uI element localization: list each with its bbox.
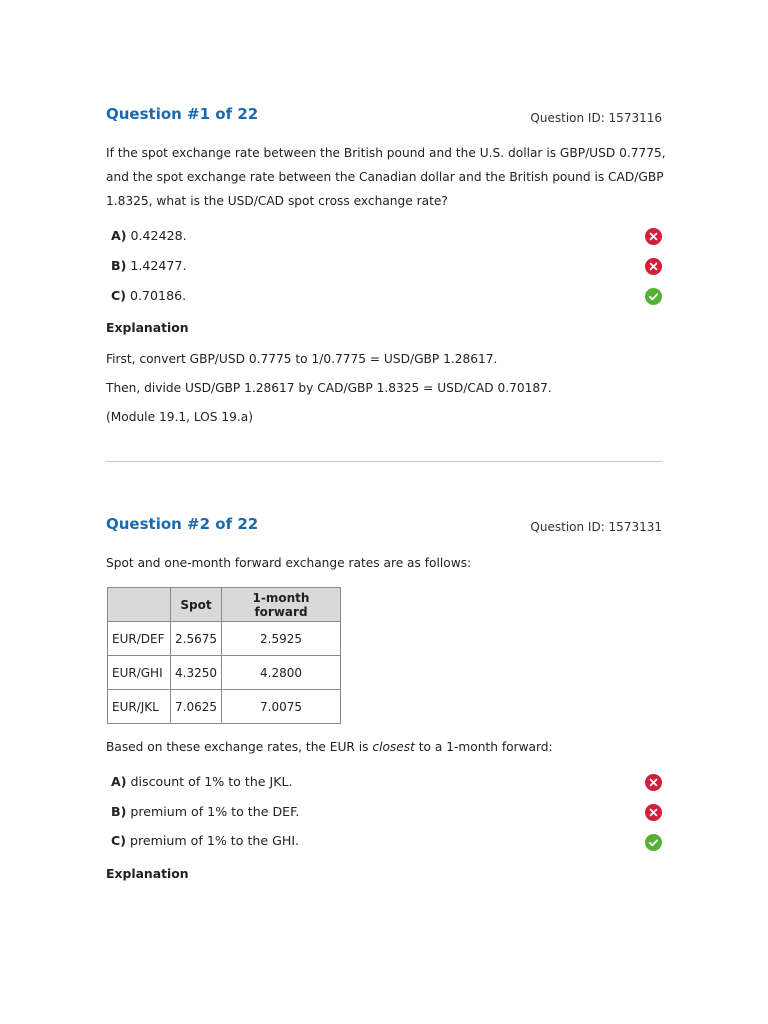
- question-1-option-a[interactable]: [111, 228, 187, 243]
- option-text: 0.70186.: [130, 288, 187, 303]
- question-1-explanation-title: Explanation: [106, 320, 189, 335]
- explanation-line: Then, divide USD/GBP 1.28617 by CAD/GBP 1.8325 = USD/CAD 0.70187.: [106, 381, 552, 395]
- table-cell: 2.5925: [222, 622, 341, 656]
- table-cell: EUR/JKL: [108, 690, 171, 724]
- stem-line: If the spot exchange rate between the British pound and the U.S. dollar is GBP/USD 0.7775,: [106, 146, 666, 160]
- option-text: 1.42477.: [130, 258, 187, 273]
- table-cell: 2.5675: [171, 622, 222, 656]
- option-letter: C): [111, 833, 126, 848]
- option-text: premium of 1% to the DEF.: [130, 804, 300, 819]
- table-cell: EUR/GHI: [108, 656, 171, 690]
- table-cell: EUR/DEF: [108, 622, 171, 656]
- question-2-id: Question ID: 1573131: [530, 520, 662, 534]
- wrong-icon: [645, 258, 662, 275]
- question-2-explanation-title: Explanation: [106, 866, 189, 881]
- table-cell: 4.3250: [171, 656, 222, 690]
- explanation-line: First, convert GBP/USD 0.7775 to 1/0.7775 = USD/GBP 1.28617.: [106, 352, 498, 366]
- table-header-cell: [108, 588, 171, 622]
- exchange-rate-table: [107, 587, 341, 724]
- question-1-option-b[interactable]: [111, 258, 186, 273]
- table-header-cell: Spot: [171, 588, 222, 622]
- section-divider: [106, 461, 662, 462]
- option-letter: A): [111, 774, 127, 789]
- wrong-icon: [645, 804, 662, 821]
- table-cell: 4.2800: [222, 656, 341, 690]
- explanation-line: (Module 19.1, LOS 19.a): [106, 410, 253, 424]
- table-cell: 7.0075: [222, 690, 341, 724]
- table-row: [108, 622, 341, 656]
- question-2-option-a[interactable]: [111, 774, 293, 789]
- option-text: discount of 1% to the JKL.: [130, 774, 293, 789]
- option-text: premium of 1% to the GHI.: [130, 833, 300, 848]
- question-1-stem: [106, 141, 666, 213]
- question-1-explanation: [106, 345, 666, 432]
- question-1-id: Question ID: 1573116: [530, 111, 662, 125]
- wrong-icon: [645, 228, 662, 245]
- option-letter: C): [111, 288, 126, 303]
- table-row: [108, 656, 341, 690]
- question-2-option-c[interactable]: [111, 833, 299, 848]
- option-letter: B): [111, 258, 127, 273]
- question-2-title: Question #2 of 22: [106, 515, 259, 533]
- question-2-prompt: [106, 735, 666, 759]
- correct-icon: [645, 834, 662, 851]
- option-letter: B): [111, 804, 127, 819]
- prompt-text: to a 1-month forward:: [414, 740, 553, 754]
- table-cell: 7.0625: [171, 690, 222, 724]
- stem-line: and the spot exchange rate between the Canadian dollar and the British pound is CAD/GBP: [106, 170, 664, 184]
- wrong-icon: [645, 774, 662, 791]
- question-1-title: Question #1 of 22: [106, 105, 259, 123]
- prompt-emphasis: closest: [372, 740, 415, 754]
- option-text: 0.42428.: [130, 228, 187, 243]
- question-1-option-c[interactable]: [111, 288, 186, 303]
- prompt-text: Based on these exchange rates, the EUR is: [106, 740, 373, 754]
- question-2-stem: Spot and one-month forward exchange rates are as follows:: [106, 556, 472, 570]
- option-letter: A): [111, 228, 127, 243]
- table-row: [108, 690, 341, 724]
- correct-icon: [645, 288, 662, 305]
- stem-line: 1.8325, what is the USD/CAD spot cross exchange rate?: [106, 194, 448, 208]
- table-header-row: [108, 588, 341, 622]
- question-2-option-b[interactable]: [111, 804, 299, 819]
- table-header-cell: 1-month forward: [222, 588, 341, 622]
